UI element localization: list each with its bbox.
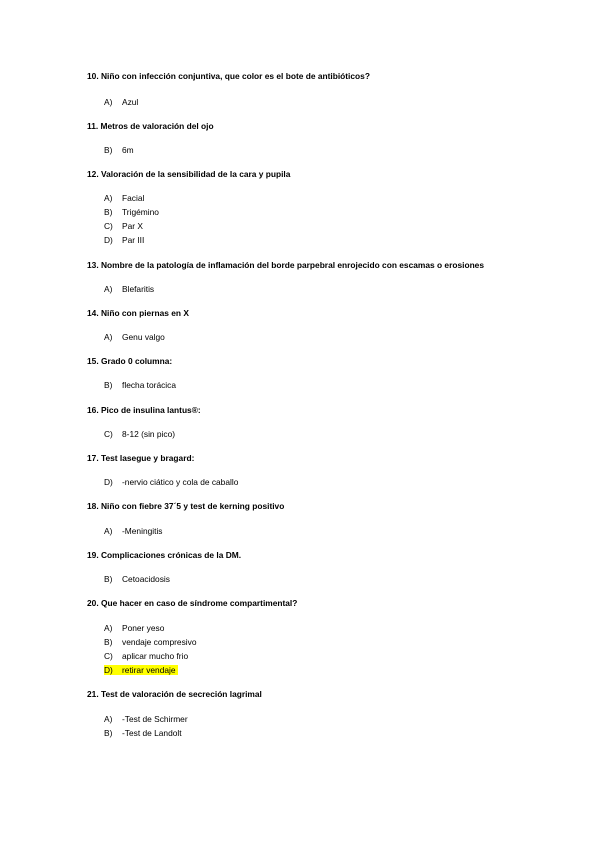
question-12-title: 12. Valoración de la sensibilidad de la cara y pupila bbox=[87, 169, 291, 179]
question-19-title: 19. Complicaciones crónicas de la DM. bbox=[87, 550, 242, 560]
option-letter: B) bbox=[104, 207, 113, 217]
question-21-option-b bbox=[104, 728, 182, 739]
option-text: -nervio ciático y cola de caballo bbox=[122, 477, 239, 487]
question-11-option-b bbox=[104, 145, 134, 156]
option-letter: B) bbox=[104, 145, 113, 155]
question-20-option-a bbox=[104, 623, 164, 634]
question-16-option-c bbox=[104, 429, 175, 440]
question-21-option-a bbox=[104, 714, 188, 725]
question-18-title: 18. Niño con fiebre 37´5 y test de kerning positivo bbox=[87, 501, 285, 511]
question-17-option-d bbox=[104, 477, 238, 488]
option-letter: C) bbox=[104, 429, 113, 439]
option-letter: A) bbox=[104, 714, 113, 724]
question-15-option-b bbox=[104, 380, 176, 391]
question-20-option-d-highlighted bbox=[104, 665, 178, 676]
question-12-option-b bbox=[104, 207, 159, 218]
question-20-option-c bbox=[104, 651, 188, 662]
option-letter: A) bbox=[104, 97, 113, 107]
option-letter: B) bbox=[104, 728, 113, 738]
option-letter: B) bbox=[104, 380, 113, 390]
question-18-option-a bbox=[104, 526, 163, 537]
question-14-title: 14. Niño con piernas en X bbox=[87, 308, 189, 318]
option-letter: A) bbox=[104, 526, 113, 536]
question-16-title: 16. Pico de insulina lantus®: bbox=[87, 405, 201, 415]
question-15-title: 15. Grado 0 columna: bbox=[87, 356, 173, 366]
option-text: flecha torácica bbox=[122, 380, 176, 390]
option-text: -Test de Schirmer bbox=[122, 714, 188, 724]
option-letter: D) bbox=[104, 477, 113, 487]
question-10-option-a bbox=[104, 97, 138, 108]
option-letter: B) bbox=[104, 574, 113, 584]
option-text: -Meningitis bbox=[122, 526, 163, 536]
option-letter: D) bbox=[104, 235, 113, 245]
highlighted-answer bbox=[104, 665, 178, 675]
option-letter: A) bbox=[104, 193, 113, 203]
question-19-option-b bbox=[104, 574, 170, 585]
question-13-option-a bbox=[104, 284, 154, 295]
option-letter: B) bbox=[104, 637, 113, 647]
option-letter: D) bbox=[104, 665, 113, 675]
option-text: Genu valgo bbox=[122, 332, 165, 342]
option-letter: A) bbox=[104, 284, 113, 294]
option-letter: A) bbox=[104, 623, 113, 633]
question-10-title: 10. Niño con infección conjuntiva, que color es el bote de antibióticos? bbox=[87, 71, 370, 81]
question-20-option-b bbox=[104, 637, 196, 648]
option-text: -Test de Landolt bbox=[122, 728, 182, 738]
question-12-option-d bbox=[104, 235, 144, 246]
question-12-option-c bbox=[104, 221, 143, 232]
option-text: 6m bbox=[122, 145, 134, 155]
option-text: vendaje compresivo bbox=[122, 637, 197, 647]
question-20-title: 20. Que hacer en caso de síndrome compartimental? bbox=[87, 598, 298, 608]
option-text: Par X bbox=[122, 221, 143, 231]
question-17-title: 17. Test lasegue y bragard: bbox=[87, 453, 195, 463]
option-text: retirar vendaje bbox=[122, 665, 176, 675]
option-text: Blefaritis bbox=[122, 284, 155, 294]
option-text: Trigémino bbox=[122, 207, 159, 217]
option-text: Poner yeso bbox=[122, 623, 165, 633]
question-21-title: 21. Test de valoración de secreción lagrimal bbox=[87, 689, 262, 699]
option-text: Par III bbox=[122, 235, 145, 245]
question-11-title: 11. Metros de valoración del ojo bbox=[87, 121, 214, 131]
question-12-option-a bbox=[104, 193, 144, 204]
option-text: Facial bbox=[122, 193, 145, 203]
question-14-option-a bbox=[104, 332, 165, 343]
option-text: Azul bbox=[122, 97, 139, 107]
question-13-title: 13. Nombre de la patología de inflamación del borde parpebral enrojecido con escamas o erosiones bbox=[87, 260, 484, 270]
option-letter: C) bbox=[104, 651, 113, 661]
option-text: aplicar mucho frio bbox=[122, 651, 189, 661]
option-text: Cetoacidosis bbox=[122, 574, 170, 584]
option-letter: C) bbox=[104, 221, 113, 231]
option-letter: A) bbox=[104, 332, 113, 342]
option-text: 8-12 (sin pico) bbox=[122, 429, 176, 439]
